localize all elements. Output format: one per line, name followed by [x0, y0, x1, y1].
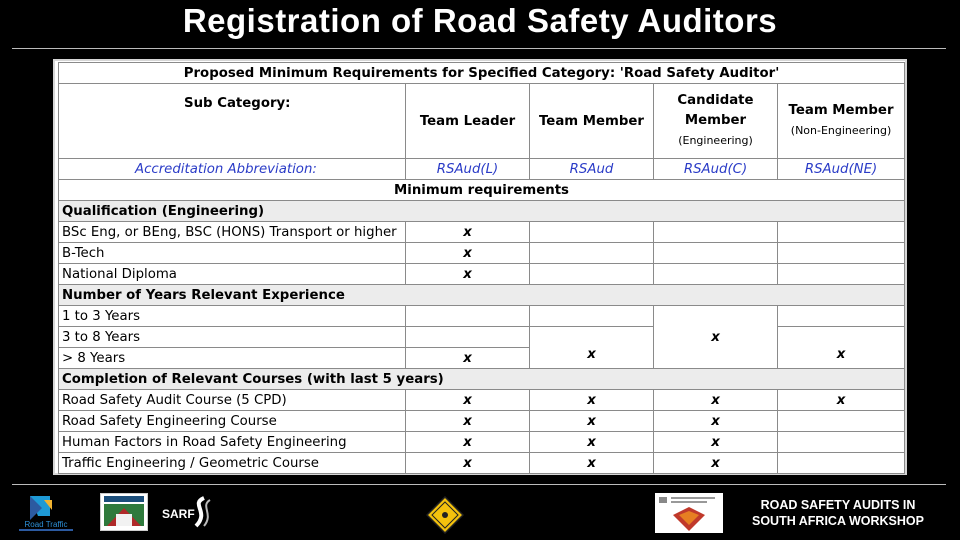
table-main-header: Proposed Minimum Requirements for Specified Category: 'Road Safety Auditor': [59, 63, 905, 84]
row-label: Traffic Engineering / Geometric Course: [59, 453, 406, 474]
check-mark: x: [530, 390, 654, 411]
road-traffic-logo-text: Road Traffic: [24, 520, 68, 529]
row-label: Road Safety Audit Course (5 CPD): [59, 390, 406, 411]
check-mark: x: [654, 453, 778, 474]
section-courses: Completion of Relevant Courses (with last 5 years): [59, 369, 905, 390]
check-mark: x: [406, 390, 530, 411]
check-mark: x: [530, 432, 654, 453]
check-mark: x: [406, 243, 530, 264]
accreditation-label: Accreditation Abbreviation:: [59, 159, 406, 180]
sarf-logo-text: SARF: [162, 507, 195, 521]
requirements-table-image: [53, 59, 907, 475]
abbr-team-leader: RSAud(L): [406, 159, 530, 180]
row-label: 1 to 3 Years: [59, 306, 406, 327]
check-mark: x: [406, 432, 530, 453]
road-traffic-logo: [16, 494, 76, 534]
check-mark: x: [530, 327, 654, 369]
check-mark: x: [654, 411, 778, 432]
row-label: > 8 Years: [59, 348, 406, 369]
sub-category-label: Sub Category:: [59, 84, 406, 159]
check-mark: x: [406, 264, 530, 285]
slide-title: Registration of Road Safety Auditors: [182, 2, 778, 39]
requirements-table: [58, 62, 905, 474]
col-header-team-member: Team Member: [530, 84, 654, 159]
min-requirements-heading: Minimum requirements: [59, 180, 905, 201]
check-mark: x: [406, 411, 530, 432]
conference-logo: [655, 493, 723, 533]
university-logo: [100, 493, 148, 531]
check-mark: x: [654, 432, 778, 453]
sarf-logo: [160, 494, 216, 530]
abbr-team-member: RSAud: [530, 159, 654, 180]
check-mark: x: [406, 453, 530, 474]
road-sign-logo: [426, 496, 464, 534]
row-label: 3 to 8 Years: [59, 327, 406, 348]
col-header-team-leader: Team Leader: [406, 84, 530, 159]
abbr-team-member-ne: RSAud(NE): [778, 159, 905, 180]
workshop-title-line1: ROAD SAFETY AUDITS IN: [760, 498, 916, 512]
check-mark: x: [406, 348, 530, 369]
check-mark: x: [530, 411, 654, 432]
row-label: Human Factors in Road Safety Engineering: [59, 432, 406, 453]
row-label: BSc Eng, or BEng, BSC (HONS) Transport or higher: [59, 222, 406, 243]
check-mark: x: [654, 306, 778, 369]
row-label: B-Tech: [59, 243, 406, 264]
row-label: National Diploma: [59, 264, 406, 285]
footer-divider: [12, 484, 946, 485]
workshop-title: [728, 497, 948, 529]
check-mark: x: [778, 327, 905, 369]
check-mark: x: [778, 390, 905, 411]
row-label: Road Safety Engineering Course: [59, 411, 406, 432]
col-header-team-member-ne: Team Member (Non-Engineering): [778, 84, 905, 159]
section-qualification: Qualification (Engineering): [59, 201, 905, 222]
check-mark: x: [654, 390, 778, 411]
workshop-title-line2: SOUTH AFRICA WORKSHOP: [752, 514, 924, 528]
section-experience: Number of Years Relevant Experience: [59, 285, 905, 306]
check-mark: x: [530, 453, 654, 474]
title-divider: [12, 48, 946, 49]
check-mark: x: [406, 222, 530, 243]
col-header-candidate-member: Candidate Member (Engineering): [654, 84, 778, 159]
abbr-candidate-member: RSAud(C): [654, 159, 778, 180]
